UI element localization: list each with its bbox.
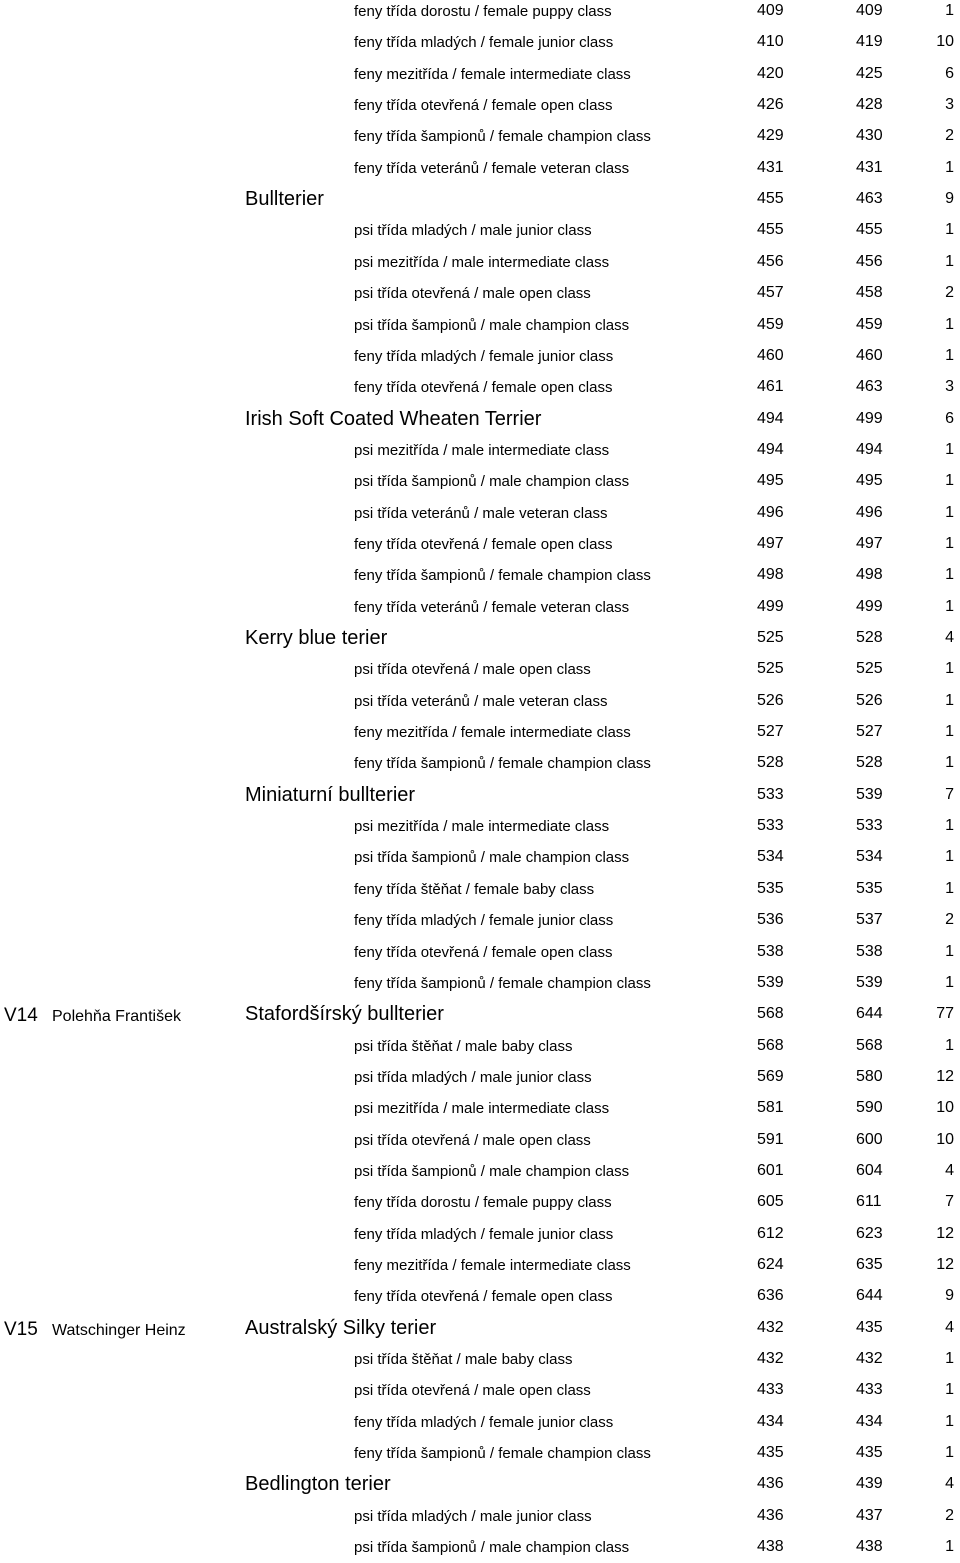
catalogue-from: 410 [757, 33, 784, 51]
catalogue-from: 495 [757, 472, 784, 490]
entry-count: 1 [945, 1036, 954, 1054]
class-name: psi třída otevřená / male open class [354, 1382, 591, 1400]
entry-count: 1 [945, 879, 954, 897]
catalogue-from: 434 [757, 1412, 784, 1430]
class-row [0, 466, 960, 497]
entry-count: 7 [945, 785, 954, 803]
class-name: feny třída otevřená / female open class [354, 535, 613, 553]
entry-count: 1 [945, 754, 954, 772]
ring-number: V14 [4, 1005, 38, 1027]
entry-count: 1 [945, 346, 954, 364]
catalogue-to: 425 [856, 64, 883, 82]
catalogue-to: 498 [856, 566, 883, 584]
entry-count: 1 [945, 221, 954, 239]
class-name: feny třída šampionů / female champion class [354, 567, 651, 585]
class-row [0, 121, 960, 152]
class-row [0, 592, 960, 623]
class-name: feny třída šampionů / female champion class [354, 974, 651, 992]
entry-count: 1 [945, 691, 954, 709]
class-name: feny mezitřída / female intermediate class [354, 1257, 631, 1274]
catalogue-to: 494 [856, 440, 883, 458]
catalogue-to: 526 [856, 691, 883, 709]
class-name: psi třída štěňat / male baby class [354, 1037, 573, 1055]
class-row [0, 90, 960, 121]
class-row [0, 310, 960, 341]
catalogue-to: 456 [856, 252, 883, 270]
entry-count: 1 [945, 534, 954, 552]
catalogue-to: 525 [856, 660, 883, 678]
catalogue-from: 568 [757, 1005, 784, 1023]
catalogue-from: 494 [757, 409, 784, 427]
class-row [0, 717, 960, 748]
catalogue-to: 458 [856, 284, 883, 302]
catalogue-from: 605 [757, 1193, 784, 1211]
catalogue-from: 528 [757, 754, 784, 772]
class-row [0, 341, 960, 372]
catalogue-from: 420 [757, 64, 784, 82]
catalogue-to: 499 [856, 597, 883, 615]
entry-count: 10 [936, 1099, 954, 1117]
breed-row [0, 780, 960, 811]
catalogue-from: 533 [757, 785, 784, 803]
class-name: feny třída mladých / female junior class [354, 347, 614, 365]
judge-name: Polehňa František [52, 1008, 181, 1026]
class-row [0, 874, 960, 905]
catalogue-from: 624 [757, 1256, 784, 1273]
catalogue-from: 433 [757, 1381, 784, 1399]
breed-name: Bullterier [245, 188, 324, 211]
catalogue-from: 429 [757, 127, 784, 145]
class-name: psi třída šampionů / male champion class [354, 1162, 630, 1180]
catalogue-to: 435 [856, 1318, 883, 1336]
catalogue-to: 528 [856, 629, 883, 646]
class-row [0, 811, 960, 842]
class-row [0, 529, 960, 560]
entry-count: 2 [945, 127, 954, 145]
class-name: feny třída veteránů / female veteran class [354, 598, 630, 616]
class-name: feny třída štěňat / female baby class [354, 880, 595, 898]
catalogue-to: 539 [856, 973, 883, 991]
entry-count: 1 [945, 817, 954, 835]
class-name: psi třída šampionů / male champion class [354, 849, 630, 867]
class-row [0, 247, 960, 278]
class-row [0, 1062, 960, 1093]
class-name: feny třída dorostu / female puppy class [354, 1194, 612, 1212]
catalogue-from: 533 [757, 817, 784, 835]
breed-row [0, 1313, 960, 1344]
catalogue-from: 569 [757, 1067, 784, 1085]
class-name: feny třída mladých / female junior class [354, 1413, 614, 1431]
catalogue-from: 460 [757, 346, 784, 364]
class-name: feny třída otevřená / female open class [354, 943, 613, 961]
catalogue-from: 527 [757, 723, 784, 741]
entry-count: 2 [945, 284, 954, 302]
catalogue-to: 600 [856, 1130, 883, 1148]
entry-count: 9 [945, 1287, 954, 1305]
class-row [0, 748, 960, 779]
entry-count: 1 [945, 503, 954, 521]
catalogue-to: 527 [856, 723, 883, 741]
entry-count: 1 [945, 1538, 954, 1556]
class-row [0, 1219, 960, 1250]
catalogue-to: 496 [856, 503, 883, 521]
entry-count: 6 [945, 409, 954, 427]
class-row [0, 1532, 960, 1563]
class-row [0, 937, 960, 968]
class-name: psi třída šampionů / male champion class [354, 473, 630, 491]
class-name: psi třída otevřená / male open class [354, 1131, 591, 1149]
catalogue-from: 436 [757, 1506, 784, 1524]
class-row [0, 968, 960, 999]
class-name: psi třída veteránů / male veteran class [354, 692, 608, 710]
class-name: psi třída šampionů / male champion class [354, 316, 630, 334]
catalogue-from: 581 [757, 1099, 784, 1117]
class-name: psi třída mladých / male junior class [354, 1068, 592, 1086]
entry-count: 10 [936, 1130, 954, 1148]
entry-count: 2 [945, 911, 954, 929]
class-row [0, 1093, 960, 1124]
catalogue-from: 526 [757, 691, 784, 709]
catalogue-from: 438 [757, 1538, 784, 1556]
entry-count: 3 [945, 96, 954, 114]
entry-count: 4 [945, 1475, 954, 1493]
class-name: psi třída štěňat / male baby class [354, 1351, 573, 1369]
catalogue-to: 434 [856, 1412, 883, 1430]
judge-name: Watschinger Heinz [52, 1321, 186, 1339]
catalogue-to: 534 [856, 848, 883, 866]
catalogue-to: 433 [856, 1381, 883, 1399]
class-row [0, 215, 960, 246]
catalogue-to: 528 [856, 754, 883, 772]
catalogue-from: 636 [757, 1287, 784, 1305]
catalogue-from: 568 [757, 1036, 784, 1054]
class-name: psi třída šampionů / male champion class [354, 1539, 630, 1557]
catalogue-to: 604 [856, 1161, 883, 1179]
breed-name: Miniaturní bullterier [245, 783, 416, 806]
catalogue-to: 590 [856, 1099, 883, 1117]
class-name: feny mezitřída / female intermediate class [354, 65, 631, 83]
catalogue-to: 438 [856, 1538, 883, 1556]
class-name: feny třída otevřená / female open class [354, 1288, 613, 1306]
catalogue-from: 538 [757, 942, 784, 960]
class-row [0, 1031, 960, 1062]
class-name: feny třída šampionů / female champion class [354, 1445, 651, 1463]
catalogue-to: 635 [856, 1256, 883, 1273]
breed-row [0, 623, 960, 654]
breed-name: Bedlington terier [245, 1473, 391, 1496]
class-name: feny mezitřída / female intermediate class [354, 724, 631, 742]
catalogue-from: 498 [757, 566, 784, 584]
catalogue-from: 455 [757, 221, 784, 239]
catalogue-to: 535 [856, 879, 883, 897]
class-name: psi mezitřída / male intermediate class [354, 818, 610, 836]
catalogue-to: 537 [856, 911, 883, 929]
entry-count: 1 [945, 1350, 954, 1368]
class-row [0, 1407, 960, 1438]
entry-count: 1 [945, 942, 954, 960]
class-row [0, 1438, 960, 1469]
class-row [0, 372, 960, 403]
catalogue-from: 536 [757, 911, 784, 929]
class-row [0, 153, 960, 184]
catalogue-from: 499 [757, 597, 784, 615]
entry-count: 1 [945, 1412, 954, 1430]
class-row [0, 686, 960, 717]
catalogue-to: 538 [856, 942, 883, 960]
class-row [0, 1156, 960, 1187]
catalogue-to: 463 [856, 190, 883, 208]
entry-count: 4 [945, 1161, 954, 1179]
entry-count: 77 [936, 1005, 954, 1023]
class-row [0, 1250, 960, 1281]
breed-row [0, 1469, 960, 1500]
catalogue-from: 525 [757, 629, 784, 646]
class-row [0, 654, 960, 685]
catalogue-to: 580 [856, 1067, 883, 1085]
entry-count: 4 [945, 1318, 954, 1336]
catalogue-from: 435 [757, 1444, 784, 1462]
entry-count: 9 [945, 190, 954, 208]
class-row [0, 27, 960, 58]
class-row [0, 1501, 960, 1532]
catalogue-to: 437 [856, 1506, 883, 1524]
catalogue-to: 435 [856, 1444, 883, 1462]
catalogue-from: 457 [757, 284, 784, 302]
class-name: feny třída mladých / female junior class [354, 34, 614, 52]
catalogue-from: 409 [757, 2, 784, 19]
class-row [0, 0, 960, 27]
breed-name: Irish Soft Coated Wheaten Terrier [245, 407, 542, 430]
class-row [0, 1344, 960, 1375]
class-name: psi mezitřída / male intermediate class [354, 1100, 610, 1118]
breed-row [0, 999, 960, 1030]
entry-count: 4 [945, 629, 954, 646]
catalogue-to: 644 [856, 1005, 883, 1023]
catalogue-from: 459 [757, 315, 784, 333]
class-name: psi třída otevřená / male open class [354, 285, 591, 303]
class-row [0, 498, 960, 529]
catalogue-from: 461 [757, 378, 784, 396]
catalogue-to: 644 [856, 1287, 883, 1305]
entry-count: 12 [936, 1256, 954, 1273]
entry-count: 7 [945, 1193, 954, 1211]
entry-count: 1 [945, 1381, 954, 1399]
class-name: feny třída šampionů / female champion class [354, 755, 651, 773]
class-row [0, 1125, 960, 1156]
class-name: feny třída mladých / female junior class [354, 912, 614, 930]
class-row [0, 278, 960, 309]
class-row [0, 59, 960, 90]
catalogue-from: 601 [757, 1161, 784, 1179]
catalogue-to: 459 [856, 315, 883, 333]
breed-row [0, 404, 960, 435]
class-name: psi mezitřída / male intermediate class [354, 441, 610, 459]
entry-count: 1 [945, 315, 954, 333]
class-name: feny třída mladých / female junior class [354, 1225, 614, 1243]
catalogue-from: 426 [757, 96, 784, 114]
class-row [0, 560, 960, 591]
class-row [0, 1375, 960, 1406]
class-row [0, 842, 960, 873]
catalogue-to: 439 [856, 1475, 883, 1493]
catalogue-from: 612 [757, 1224, 784, 1242]
catalogue-to: 428 [856, 96, 883, 114]
entry-count: 1 [945, 723, 954, 741]
class-name: psi třída mladých / male junior class [354, 1507, 592, 1525]
breed-name: Stafordšírský bullterier [245, 1003, 444, 1026]
class-name: psi mezitřída / male intermediate class [354, 253, 610, 271]
entry-count: 1 [945, 848, 954, 866]
breed-row [0, 184, 960, 215]
entry-count: 1 [945, 660, 954, 678]
catalogue-to: 432 [856, 1350, 883, 1368]
entry-count: 12 [936, 1067, 954, 1085]
catalogue-to: 497 [856, 534, 883, 552]
catalogue-to: 431 [856, 158, 883, 176]
entry-count: 1 [945, 158, 954, 176]
entry-count: 10 [936, 33, 954, 51]
catalogue-from: 431 [757, 158, 784, 176]
entry-count: 1 [945, 252, 954, 270]
class-name: feny třída otevřená / female open class [354, 379, 613, 397]
catalogue-to: 539 [856, 785, 883, 803]
entry-count: 1 [945, 472, 954, 490]
entry-count: 6 [945, 64, 954, 82]
class-name: psi třída otevřená / male open class [354, 661, 591, 679]
entry-count: 1 [945, 1444, 954, 1462]
entry-count: 12 [936, 1224, 954, 1242]
catalogue-to: 463 [856, 378, 883, 396]
catalogue-to: 495 [856, 472, 883, 490]
catalogue-from: 456 [757, 252, 784, 270]
catalogue-from: 455 [757, 190, 784, 208]
class-name: psi třída veteránů / male veteran class [354, 504, 608, 522]
entry-count: 3 [945, 378, 954, 396]
catalogue-from: 591 [757, 1130, 784, 1148]
catalogue-to: 455 [856, 221, 883, 239]
catalogue-to: 419 [856, 33, 883, 51]
class-name: feny třída otevřená / female open class [354, 97, 613, 115]
catalogue-to: 623 [856, 1224, 883, 1242]
catalogue-to: 430 [856, 127, 883, 145]
ring-number: V15 [4, 1318, 38, 1340]
entry-count: 1 [945, 2, 954, 19]
class-row [0, 435, 960, 466]
catalogue-from: 535 [757, 879, 784, 897]
entry-count: 1 [945, 566, 954, 584]
catalogue-from: 494 [757, 440, 784, 458]
class-name: feny třída veteránů / female veteran class [354, 159, 630, 177]
catalogue-to: 409 [856, 2, 883, 19]
entry-count: 1 [945, 440, 954, 458]
catalogue-from: 432 [757, 1350, 784, 1368]
class-name: feny třída šampionů / female champion class [354, 128, 651, 146]
breed-name: Australský Silky terier [245, 1316, 437, 1339]
class-row [0, 1187, 960, 1218]
class-row [0, 1281, 960, 1312]
catalogue-from: 496 [757, 503, 784, 521]
catalogue-from: 525 [757, 660, 784, 678]
class-name: feny třída dorostu / female puppy class [354, 3, 612, 20]
catalogue-to: 533 [856, 817, 883, 835]
breed-name: Kerry blue terier [245, 627, 388, 649]
catalogue-from: 497 [757, 534, 784, 552]
catalogue-from: 534 [757, 848, 784, 866]
class-row [0, 905, 960, 936]
catalogue-from: 432 [757, 1318, 784, 1336]
entry-count: 2 [945, 1506, 954, 1524]
catalogue-to: 611 [856, 1193, 882, 1211]
catalogue-to: 499 [856, 409, 883, 427]
catalogue-from: 436 [757, 1475, 784, 1493]
catalogue-from: 539 [757, 973, 784, 991]
catalogue-to: 460 [856, 346, 883, 364]
entry-count: 1 [945, 973, 954, 991]
catalogue-to: 568 [856, 1036, 883, 1054]
class-name: psi třída mladých / male junior class [354, 222, 592, 240]
entry-count: 1 [945, 597, 954, 615]
